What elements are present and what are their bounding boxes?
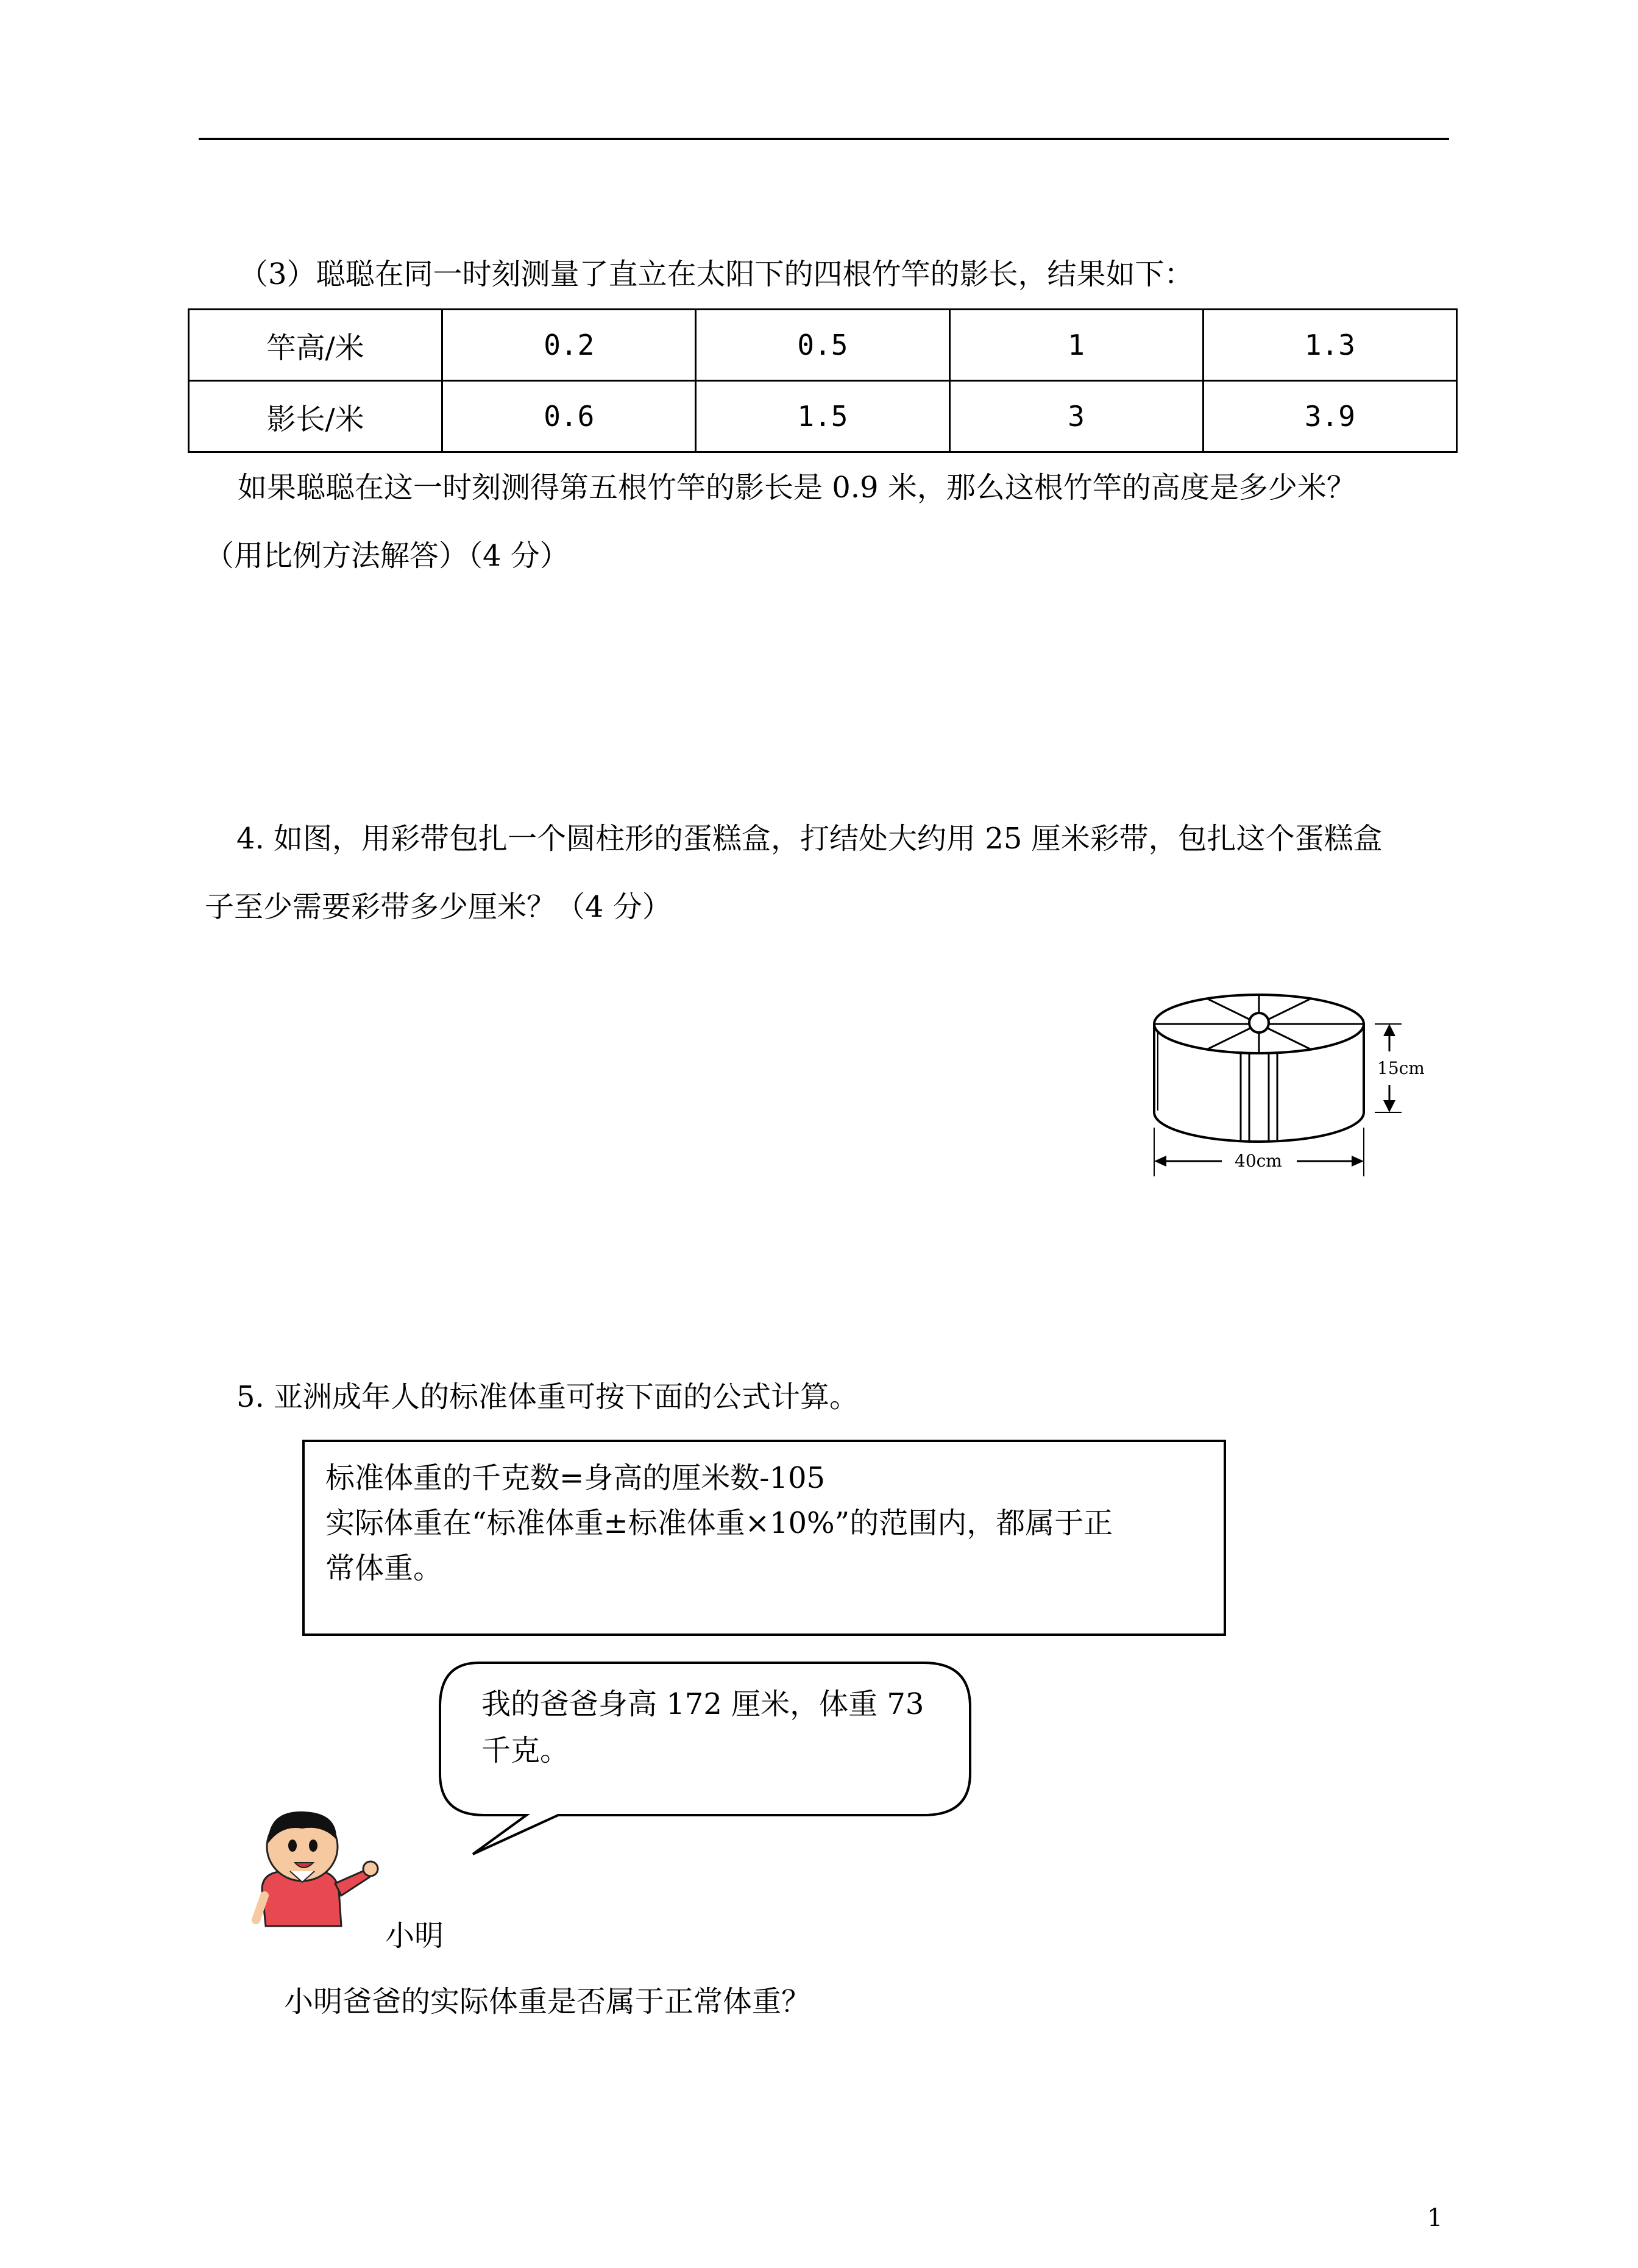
table-cell: 3.9 [1203, 381, 1456, 452]
row-label: 影长/米 [189, 381, 442, 452]
q4-question: 4. 如图，用彩带包扎一个圆柱形的蛋糕盒，打结处大约用 25 厘米彩带，包扎这个蛋糕盒 [236, 822, 1383, 856]
formula-line: 标准体重的千克数=身高的厘米数-105 [325, 1461, 826, 1495]
table-cell: 0.6 [442, 381, 696, 452]
bubble-text [481, 1681, 957, 1774]
cake-box-figure [1133, 975, 1450, 1195]
formula-box [302, 1440, 1226, 1636]
row-label: 竿高/米 [189, 310, 442, 381]
height-label: 15cm [1377, 1058, 1425, 1078]
header-rule [199, 138, 1449, 140]
page-number: 1 [1427, 2204, 1443, 2232]
formula-line: 实际体重在“标准体重±标准体重×10%”的范围内，都属于正 [325, 1506, 1113, 1540]
character-name: 小明 [385, 1919, 444, 1953]
table-cell: 1 [949, 310, 1203, 381]
boy-illustration [244, 1804, 384, 1938]
q3-question: 如果聪聪在这一时刻测得第五根竹竿的影长是 0.9 米，那么这根竹竿的高度是多少米？ [238, 471, 1356, 505]
q3-question-note: （用比例方法解答）（4 分） [205, 539, 569, 573]
table-cell: 3 [949, 381, 1203, 452]
table-cell: 0.2 [442, 310, 696, 381]
bubble-line: 千克。 [481, 1733, 570, 1768]
q3-intro: （3）聪聪在同一时刻测量了直立在太阳下的四根竹竿的影长，结果如下： [239, 257, 1194, 291]
bubble-line: 我的爸爸身高 172 厘米，体重 73 [481, 1687, 924, 1721]
q4-question-cont: 子至少需要彩带多少厘米？（4 分） [205, 890, 672, 924]
q5-intro: 5. 亚洲成年人的标准体重可按下面的公式计算。 [236, 1380, 859, 1414]
table-cell: 1.5 [696, 381, 949, 452]
diameter-label: 40cm [1235, 1151, 1282, 1171]
table-cell: 0.5 [696, 310, 949, 381]
formula-line: 常体重。 [325, 1551, 443, 1585]
q5-question: 小明爸爸的实际体重是否属于正常体重？ [284, 1985, 811, 2019]
table-row [189, 310, 1457, 381]
table-cell: 1.3 [1203, 310, 1456, 381]
table-row [189, 381, 1457, 452]
shadow-table [188, 308, 1458, 453]
